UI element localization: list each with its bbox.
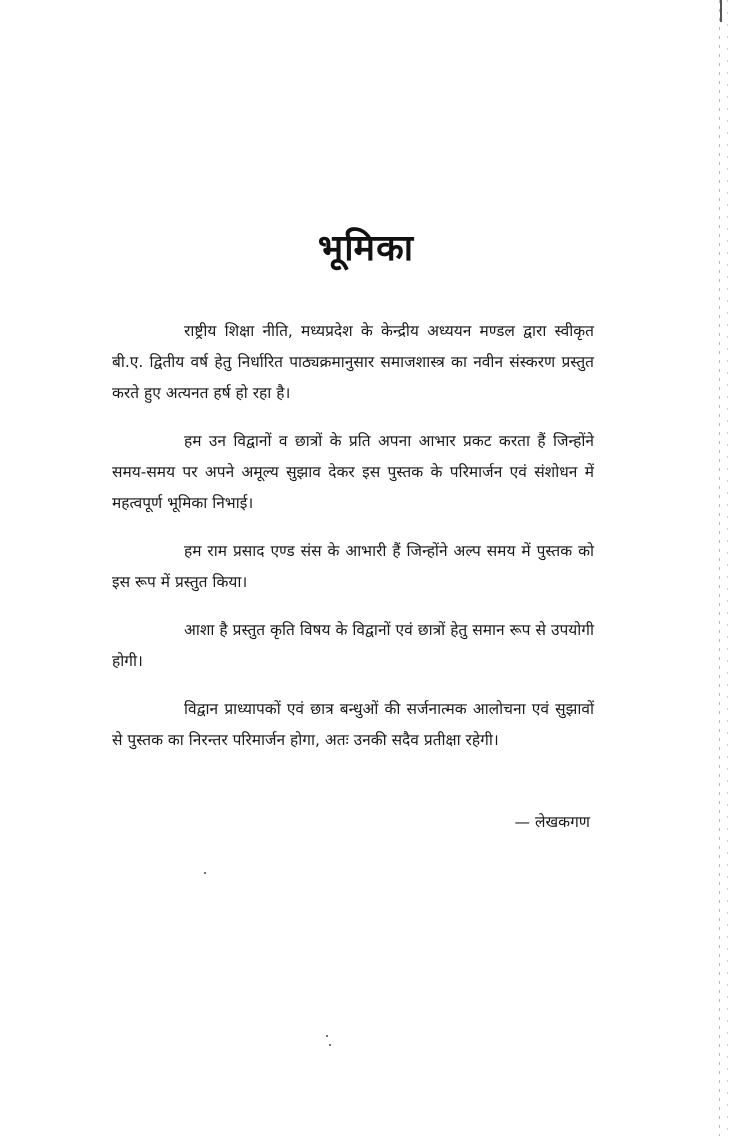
scan-speck — [204, 872, 206, 874]
scan-speck — [326, 1035, 328, 1037]
paragraph-3: हम राम प्रसाद एण्ड संस के आभारी हैं जिन्होंने अल्प समय में पुस्तक को इस रूप में प्रस्तुत किया। — [112, 542, 594, 591]
page-title: भूमिका — [317, 228, 415, 269]
scan-edge-mark — [720, 0, 722, 22]
preface-body — [112, 316, 594, 773]
author-signature: — लेखकगण — [514, 813, 590, 831]
scan-speck — [329, 1044, 331, 1046]
paragraph-2: हम उन विद्वानों व छात्रों के प्रति अपना आभार प्रकट करता हैं जिन्होंने समय-समय पर अपने अमूल्य सुझाव देकर इस पुस्तक के परिमार्जन एवं संशोधन में महत्वपूर्ण भूमिका निभाई। — [112, 432, 594, 512]
paragraph-5: विद्वान प्राध्यापकों एवं छात्र बन्धुओं की सर्जनात्मक आलोचना एवं सुझावों से पुस्तक का निरन्तर परिमार्जन होगा, अतः उनकी सदैव प्रतीक्षा रहेगी। — [112, 700, 594, 749]
paragraph-4: आशा है प्रस्तुत कृति विषय के विद्वानों एवं छात्रों हेतु समान रूप से उपयोगी होगी। — [112, 621, 594, 670]
scan-edge-line — [719, 0, 720, 1136]
paragraph-1: राष्ट्रीय शिक्षा नीति, मध्यप्रदेश के केन्द्रीय अध्ययन मण्डल द्वारा स्वीकृत बी.ए. द्वितीय वर्ष हेतु निर्धारित पाठ्यक्रमानुसार समाजशास्त्र का नवीन संस्करण प्रस्तुत करते हुए अत्यनत हर्ष हो रहा है। — [112, 322, 594, 402]
scan-edge-line-outer — [727, 0, 728, 1136]
